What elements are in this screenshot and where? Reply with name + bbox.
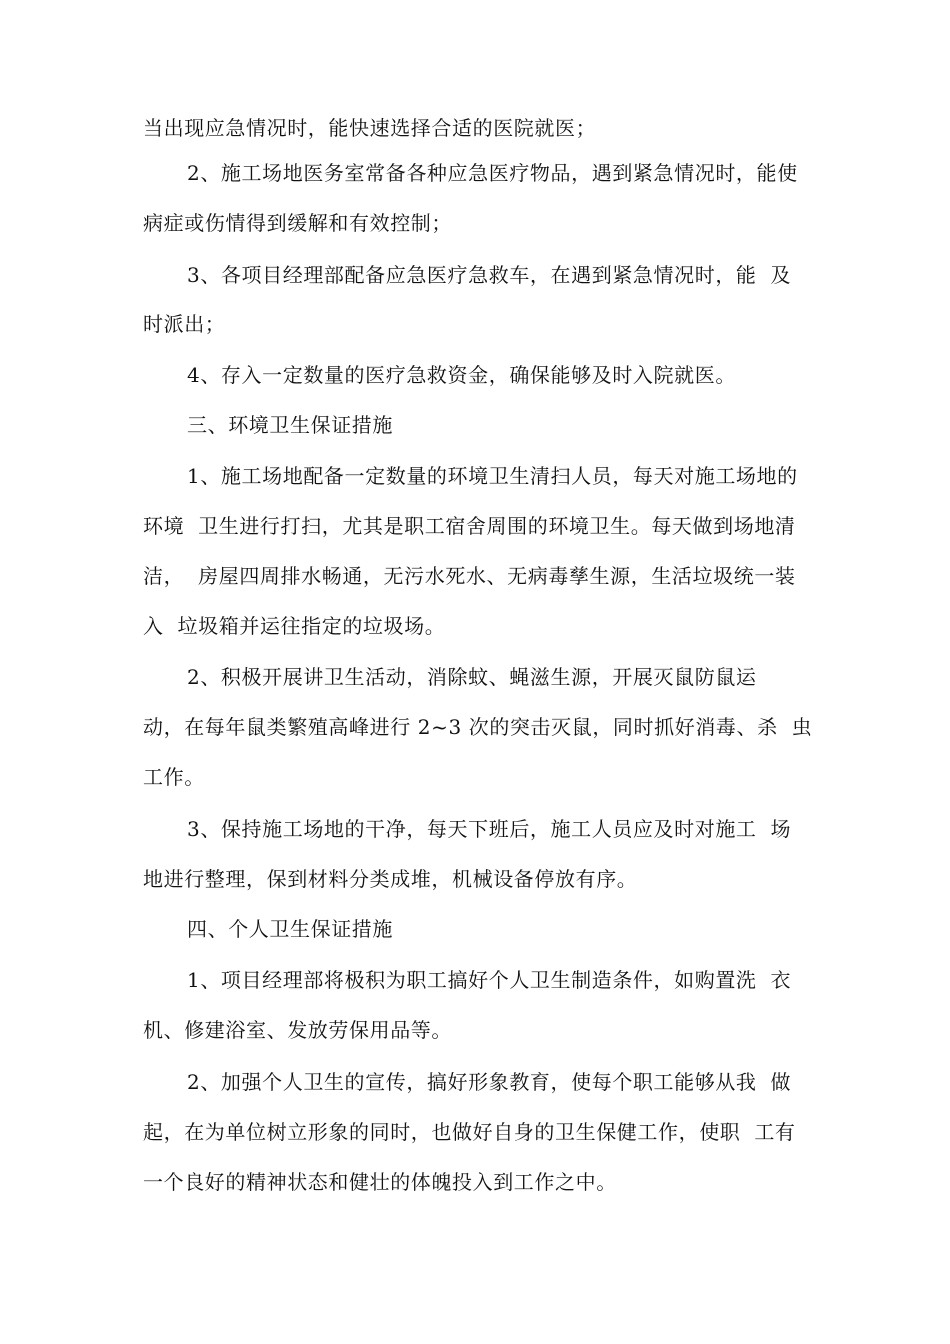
body-text-line: 1、项目经理部将极积为职工搞好个人卫生制造条件，如购置洗 衣: [187, 968, 792, 992]
body-text-line: 起，在为单位树立形象的同时，也做好自身的卫生保健工作，使职 工有: [143, 1120, 796, 1144]
body-text-line: 时派出；: [143, 312, 226, 336]
body-text-line: 洁， 房屋四周排水畅通，无污水死水、无病毒孳生源，生活垃圾统一装: [143, 564, 796, 588]
body-text-line: 机、修建浴室、发放劳保用品等。: [143, 1018, 452, 1042]
body-text-line: 一个良好的精神状态和健壮的体魄投入到工作之中。: [143, 1170, 617, 1194]
body-text-line: 当出现应急情况时，能快速选择合适的医院就医；: [143, 116, 597, 140]
section-heading: 三、环境卫生保证措施: [187, 413, 393, 437]
body-text-line: 4、存入一定数量的医疗急救资金，确保能够及时入院就医。: [187, 363, 736, 387]
body-text-line: 地进行整理，保到材料分类成堆，机械设备停放有序。: [143, 867, 638, 891]
body-text-line: 环境 卫生进行打扫，尤其是职工宿舍周围的环境卫生。每天做到场地清: [143, 514, 796, 538]
section-heading: 四、个人卫生保证措施: [187, 917, 393, 941]
body-text-line: 2、施工场地医务室常备各种应急医疗物品，遇到紧急情况时，能使: [187, 161, 798, 185]
body-text-line: 动，在每年鼠类繁殖高峰进行 2~3 次的突击灭鼠，同时抓好消毒、杀 虫: [143, 715, 813, 739]
body-text-line: 2、积极开展讲卫生活动，消除蚊、蝇滋生源，开展灭鼠防鼠运: [187, 665, 757, 689]
body-text-line: 2、加强个人卫生的宣传，搞好形象教育，使每个职工能够从我 做: [187, 1070, 792, 1094]
body-text-line: 1、施工场地配备一定数量的环境卫生清扫人员，每天对施工场地的: [187, 464, 798, 488]
body-text-line: 工作。: [143, 765, 205, 789]
body-text-line: 3、保持施工场地的干净，每天下班后，施工人员应及时对施工 场: [187, 817, 792, 841]
body-text-line: 入 垃圾箱并运往指定的垃圾场。: [143, 614, 446, 638]
body-text-line: 3、各项目经理部配备应急医疗急救车，在遇到紧急情况时，能 及: [187, 263, 792, 287]
body-text-line: 病症或伤情得到缓解和有效控制；: [143, 211, 452, 235]
